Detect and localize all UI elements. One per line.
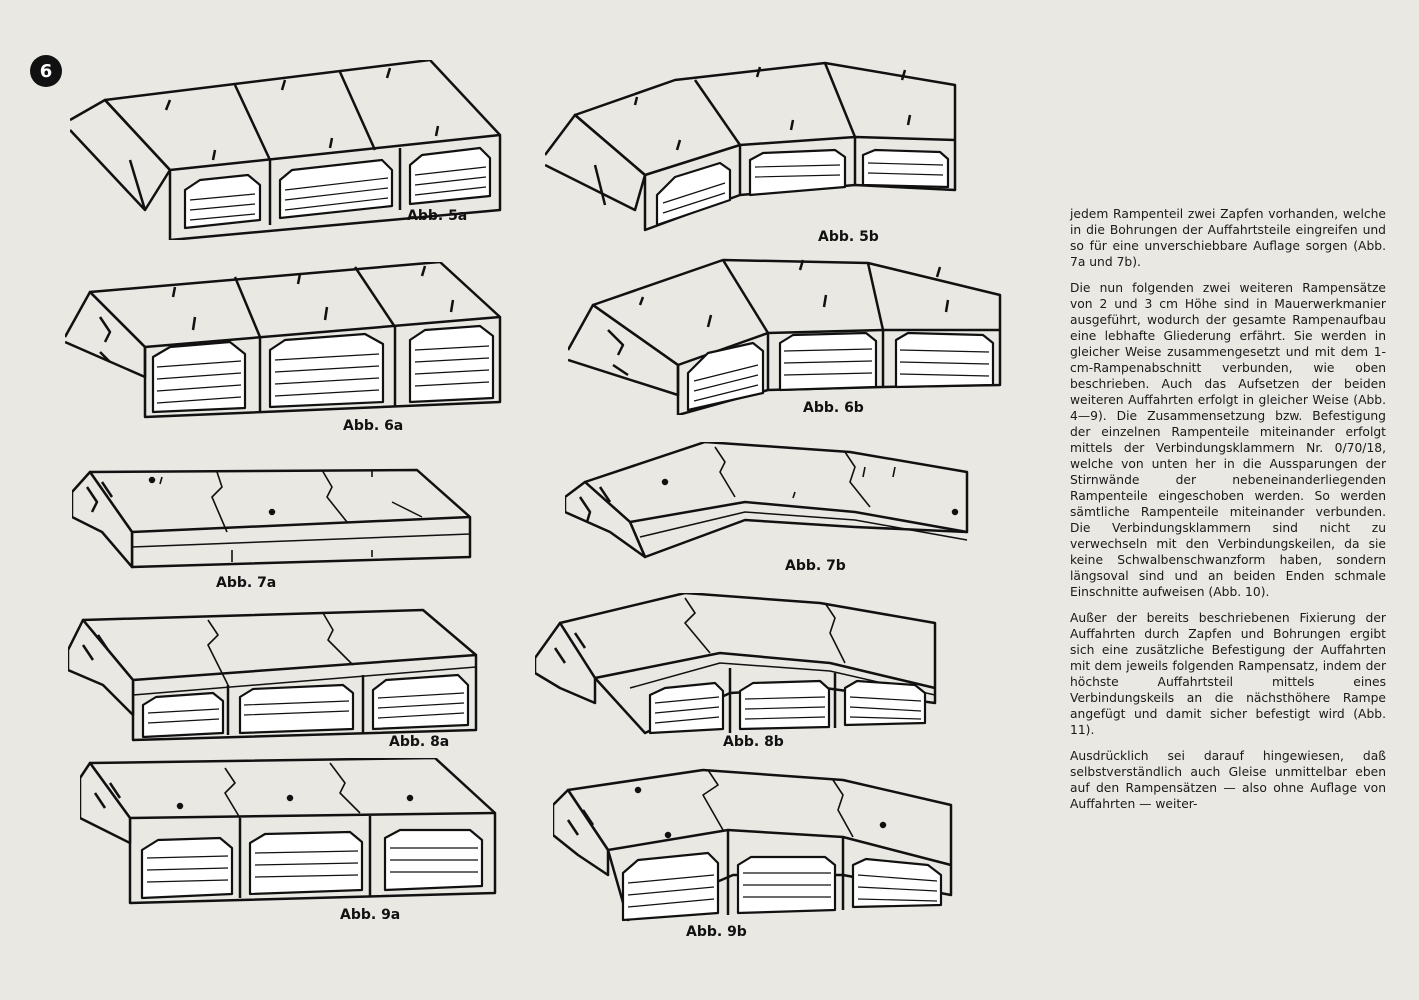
figure-7a	[72, 462, 477, 572]
paragraph-2: Die nun folgenden zwei weiteren Rampensätze von 2 und 3 cm Höhe sind in Mauerwerkmanier ausgeführt, wodurch der gesamte Rampenaufbau eine lebhafte Gliederung erfährt. Sie werden in gleicher Weise zusammengesetzt und mit dem 1-cm-Rampenabschnitt verbunden, wie oben beschrieben. Auch das Aufsetzen der beiden weiteren Auffahrten erfolgt in gleicher Weise (Abb. 4—9). Die Zusammensetzung bzw. Befestigung der einzelnen Rampenteile miteinander erfolgt mittels der Verbindungsklammern Nr. 0/70/18, welche von unten her in die Aussparungen der Stirnwände der nebeneinanderliegenden Rampenteile eingeschoben werden. So werden sämtliche Rampenteile miteinander verbunden. Die Verbindungsklammern sind nicht zu verwechseln mit den Verbindungskeilen, da sie keine Schwalbenschwanzform haben, sondern längsoval sind und an beiden Enden schmale Einschnitte aufweisen (Abb. 10).	[1070, 281, 1386, 599]
caption-7b: Abb. 7b	[785, 558, 846, 574]
paragraph-3: Außer der bereits beschriebenen Fixierung der Auffahrten durch Zapfen und Bohrungen ergibt sich eine zusätzliche Befestigung der Auffahrten mit dem jeweils folgenden Rampensatz, indem der höchste Auffahrtsteil mittels eines Verbindungskeils an die nächsthöhere Rampe angefügt und damit sicher befestigt wird (Abb. 11).	[1070, 611, 1386, 737]
caption-9a: Abb. 9a	[340, 907, 401, 923]
figure-8b	[535, 593, 945, 743]
figure-6b	[568, 255, 1008, 415]
caption-7a: Abb. 7a	[216, 575, 277, 591]
paragraph-1: jedem Rampenteil zwei Zapfen vorhanden, welche in die Bohrungen der Auffahrtsteile eingreifen und so für eine unverschiebbare Auflage sorgen (Abb. 7a und 7b).	[1070, 207, 1386, 269]
caption-8a: Abb. 8a	[389, 734, 450, 750]
caption-6b: Abb. 6b	[803, 400, 864, 416]
figure-6a	[65, 262, 510, 422]
figure-8a	[68, 605, 488, 745]
caption-6a: Abb. 6a	[343, 418, 404, 434]
caption-8b: Abb. 8b	[723, 734, 784, 750]
body-text-column	[1070, 206, 1386, 822]
caption-9b: Abb. 9b	[686, 924, 747, 940]
page-number-badge: 6	[30, 55, 62, 87]
caption-5a: Abb. 5a	[407, 208, 468, 224]
figure-5b	[545, 55, 965, 235]
figure-7b	[565, 442, 975, 562]
paragraph-4: Ausdrücklich sei darauf hingewiesen, daß selbstverständlich auch Gleise unmittelbar eben auf den Rampensätzen — also ohne Auflage von Auffahrten — weiter-	[1070, 749, 1386, 811]
figure-9a	[80, 758, 500, 908]
caption-5b: Abb. 5b	[818, 229, 879, 245]
figure-9b	[553, 765, 958, 925]
